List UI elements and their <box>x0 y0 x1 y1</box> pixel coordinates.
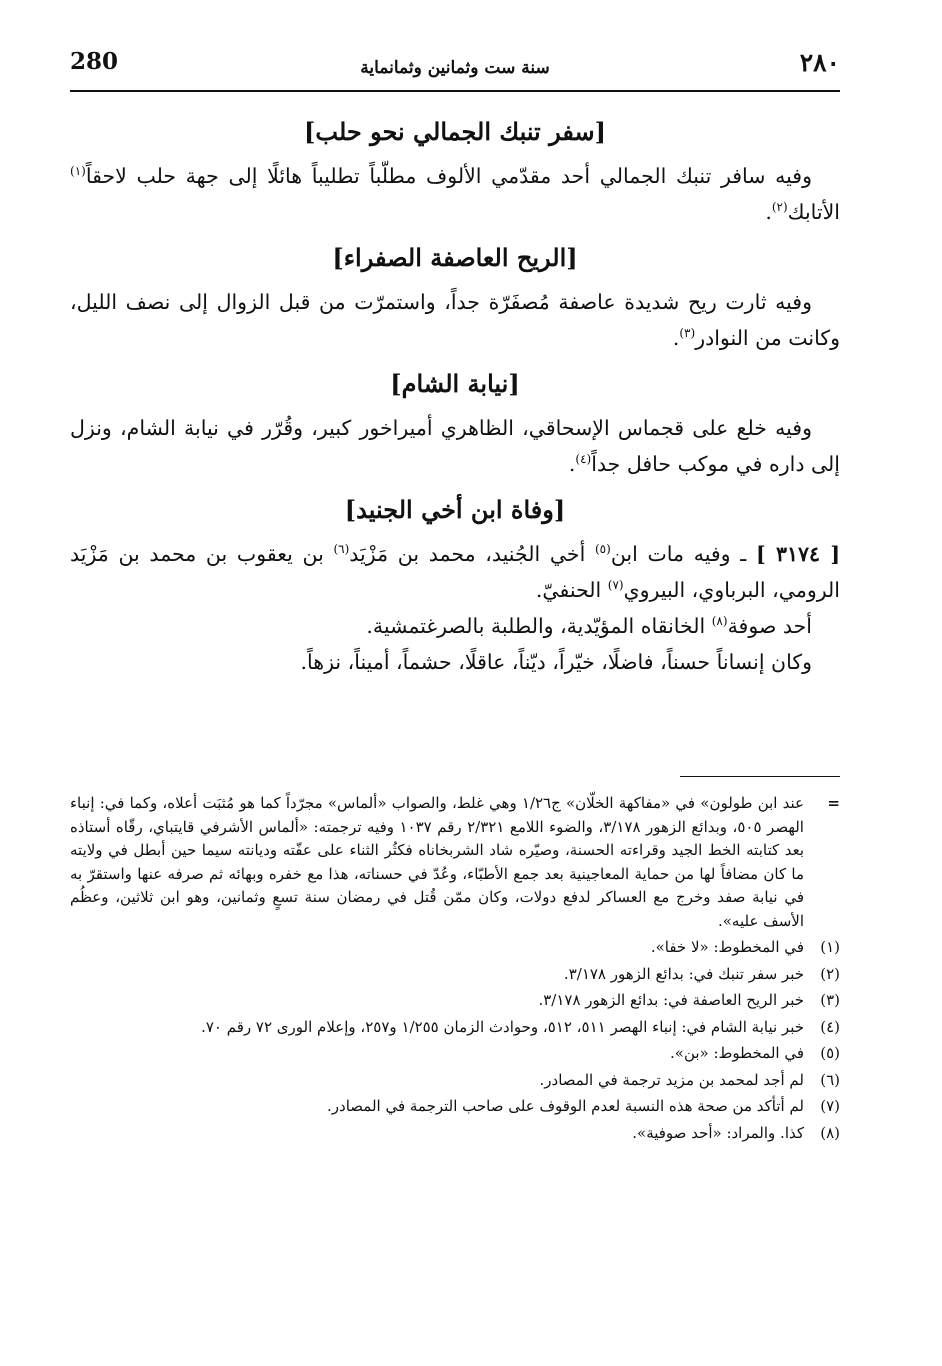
footnote-marker: (٣) <box>679 326 696 341</box>
footnote-continuation-mark: = <box>827 794 840 812</box>
footnote <box>70 1069 840 1093</box>
footnote-number: (٧) <box>820 1097 840 1115</box>
section-title: [سفر تنبك الجمالي نحو حلب] <box>304 117 606 146</box>
footnote-continuation <box>70 792 840 933</box>
footnote <box>70 1095 840 1119</box>
footnote-number: (٦) <box>820 1070 840 1089</box>
footnote-number: (٤) <box>820 1017 840 1036</box>
footnote-marker: (٦) <box>333 542 350 557</box>
paragraph: وفيه ثارت ريح شديدة عاصفة مُصفَرّة جداً، واستمرّت من قبل الزوال إلى نصف الليل، وكانت من النوادر$^{(٣)}$. <box>70 290 840 350</box>
footnote-text: لم أتأكد من صحة هذه النسبة لعدم الوقوف على صاحب الترجمة في المصادر. <box>327 1097 804 1115</box>
paragraph: وفيه خلع على قجماس الإسحاقي، الظاهري أميراخور كبير، وقُرّر في نيابة الشام، ونزل إلى داره في موكب حافل جداً$^{(٤)}$. <box>70 416 840 476</box>
section-title: [وفاة ابن أخي الجنيد] <box>344 495 566 524</box>
footnote <box>70 1122 840 1146</box>
footnote-text: خبر نيابة الشام في: إنباء الهصر ٥١١، ٥١٢، وحوادث الزمان ١/٢٥٥ و٢٥٧، وإعلام الورى ٧٢ رقم ٧٠. <box>201 1017 804 1036</box>
footnote-marker: (٤) <box>575 452 592 467</box>
footnote-text: عند ابن طولون» في «مفاكهة الخلّان» ج١/٢٦ وهي غلط، والصواب «ألماس» مجرّداً كما هو مُثبَت أعلاه، وكما في: إنباء الهصر ٥٠٥، وبدائع الزهور ٣/١٧٨، والضوء اللامع ٢/٣٢١ رقم ١٠٣٧ وفيه ترجمته: «ألماس الأشرفي قايتباي، رقّاه أستاذه بعد كتابته الخط الجيد وقراءته الحسنة، وصيّره شاد الشربخاناه فكثُر الثناء على عفّته وديانته سيما حين أبطل في ولايته ما كان مضافاً لها من حماية المعاجينية بعد جمع الأطبّاء، وعُدّ في حسناته، هذا مع خفره وبهائه ثم صرفه عنها واستقرّ به في نيابة صفد وخرج مع العساكر لدفع دولات، وكان ممّن قُتل في رمضان سنة تسعٍ وثمانين، وهو ابن ثلاثين، وعظُم الأسف عليه». <box>70 794 804 930</box>
footnote-marker: (٧) <box>607 578 624 593</box>
footnote-marker: (٨) <box>711 614 728 629</box>
footnote-number: (٥) <box>820 1044 840 1062</box>
main-text <box>70 104 840 680</box>
footnote-text: لم أجد لمحمد بن مزيد ترجمة في المصادر. <box>539 1070 804 1089</box>
paragraph: أحد صوفة$^{(٨)}$ الخانقاه المؤيّدية، والطلبة بالصرغتمشية. <box>366 614 812 638</box>
footnote-number: (١) <box>820 938 840 956</box>
footnote-marker: (٥) <box>594 542 611 557</box>
footnote-text: في المخطوط: «بن». <box>670 1044 804 1062</box>
section-title: [الريح العاصفة الصفراء] <box>332 243 578 272</box>
footnote-number: (٢) <box>820 964 840 983</box>
section-title: [نيابة الشام] <box>390 369 520 398</box>
footnote-marker: (٢) <box>771 200 788 215</box>
footnote-text: خبر الريح العاصفة في: بدائع الزهور ٣/١٧٨. <box>538 991 804 1009</box>
paragraph: وفيه سافر تنبك الجمالي أحد مقدّمي الألوف مطلّباً تطليباً هائلًا إلى جهة حلب لاحقاً$^{(١)}$ الأتابك$^{(٢)}$. <box>70 164 840 224</box>
page-number-arabic: ٢٨٠ <box>799 48 840 77</box>
footnote-text: كذا. والمراد: «أحد صوفية». <box>632 1123 804 1142</box>
page-number-latin: 280 <box>70 48 119 75</box>
footnote-marker: (١) <box>70 164 86 179</box>
paragraph: وكان إنساناً حسناً، فاضلًا، خيّراً، ديّناً، عاقلًا، حشماً، أميناً، نزهاً. <box>300 650 812 674</box>
footnote <box>70 936 840 960</box>
footnote-number: (٨) <box>820 1123 840 1142</box>
footnote-text: في المخطوط: «لا خفا». <box>650 938 804 956</box>
footnote <box>70 1016 840 1040</box>
footnote <box>70 989 840 1013</box>
entry-number: [ ٣١٧٤ ] <box>755 542 841 566</box>
footnote <box>70 963 840 987</box>
footnote <box>70 1042 840 1066</box>
biography-entry: [ ٣١٧٤ ] ـ وفيه مات ابن$^{(٥)}$ أخي الجُنيد، محمد بن مَزْيَد$^{(٦)}$ بن يعقوب بن محمد بن مَزْيَد الرومي، البرباوي، البيروي$^{(٧)}$ الحنفيّ. <box>70 542 841 602</box>
footnotes <box>70 792 840 1148</box>
page-header <box>70 46 840 92</box>
footnote-text: خبر سفر تنبك في: بدائع الزهور ٣/١٧٨. <box>563 964 804 983</box>
running-title: سنة ست وثمانين وثمانماية <box>360 58 550 78</box>
footnote-separator <box>680 776 840 777</box>
footnote-number: (٣) <box>820 991 840 1009</box>
